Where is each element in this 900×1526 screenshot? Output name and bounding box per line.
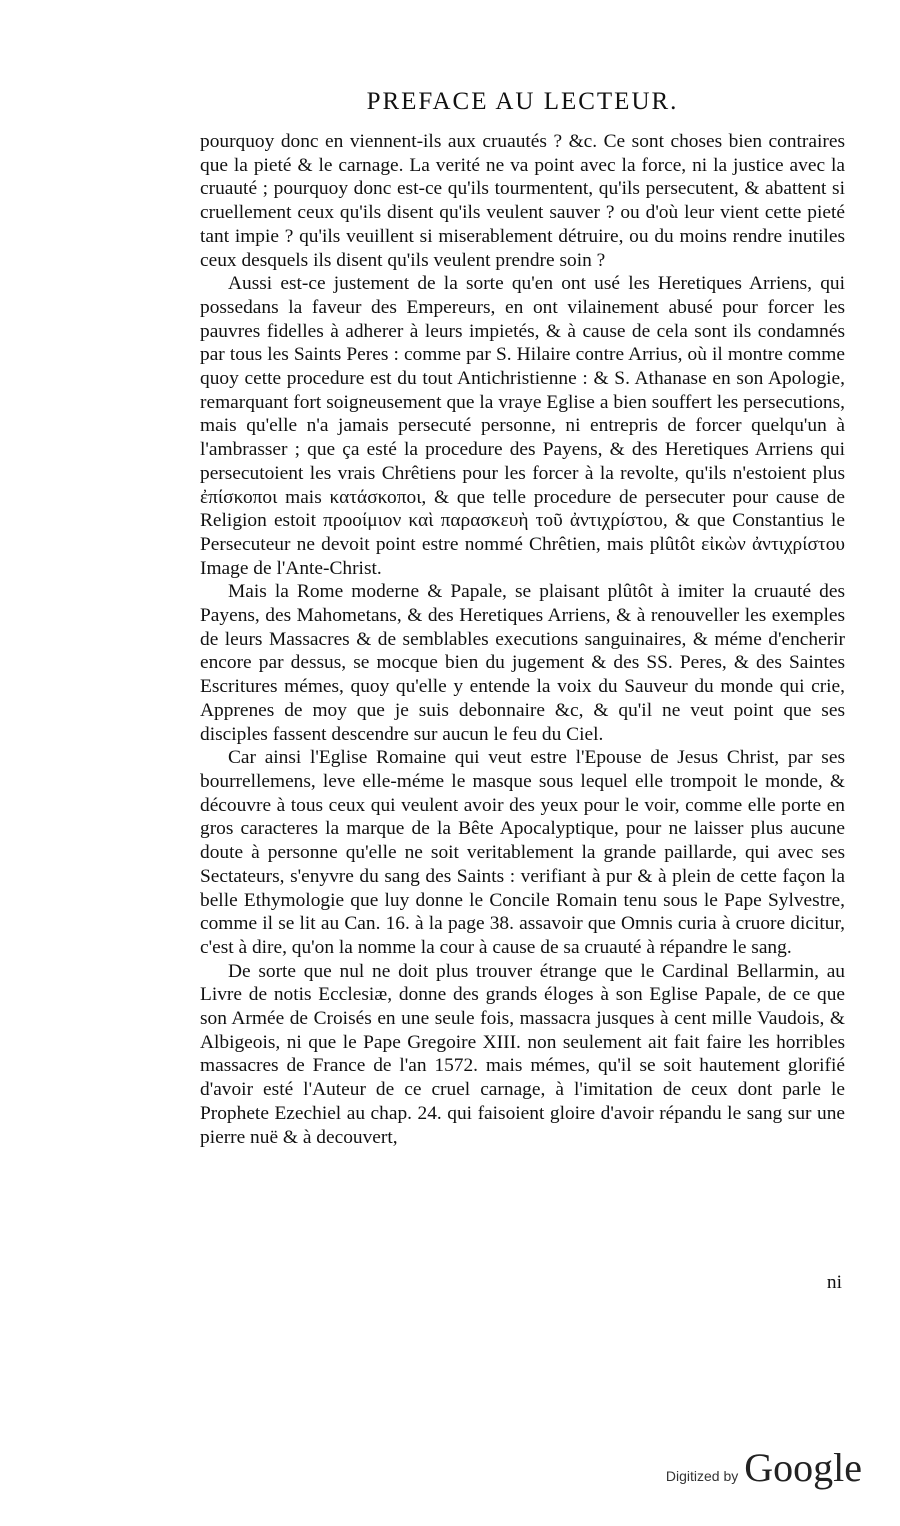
paragraph: De sorte que nul ne doit plus trouver étrange que le Cardinal Bellarmin, au Livre de notis Ecclesiæ, donne des grands éloges à son Eglise Papale, de ce que son Armée de Croisés en une seule fois, massacra jusques à cent mille Vaudois, & Albigeois, ni que le Pape Gregoire XIII. non seulement ait fait faire les horribles massacres de France de l'an 1572. mais mémes, qu'il se soit hautement glorifié d'avoir esté l'Auteur de ce cruel carnage, à l'imitation de ceux dont parle le Prophete Ezechiel au chap. 24. qui faisoient gloire d'avoir répandu le sang sur une pierre nuë & à decouvert, <box>200 960 845 1148</box>
digitized-by-label: Digitized by <box>665 1468 739 1484</box>
running-head: PREFACE AU LECTEUR. <box>366 88 679 115</box>
digitization-watermark <box>666 1444 862 1491</box>
paragraph: Car ainsi l'Eglise Romaine qui veut estre l'Epouse de Jesus Christ, par ses bourrellemens, leve elle-méme le masque sous lequel elle trompoit le monde, & découvre à tous ceux qui veulent avoir des yeux pour le voir, comme elle porte en gros caracteres la marque de la Bête Apocalyptique, pour ne laisser plus aucune doute à personne qu'elle ne soit veritablement la grande paillarde, qui avec ses Sectateurs, s'enyvre du sang des Saints : verifiant à pur & à plein de cette façon la belle Ethymologie que luy donne le Concile Romain tenu sous le Pape Sylvestre, comme il se lit au Can. 16. à la page 38. assavoir que Omnis curia à cruore dicitur, c'est à dire, qu'on la nomme la cour à cause de sa cruauté à répandre le sang. <box>200 747 845 958</box>
google-logo: Google <box>744 1445 862 1490</box>
paragraph: Aussi est-ce justement de la sorte qu'en ont usé les Heretiques Arriens, qui possedans la faveur des Empereurs, en ont vilainement abusé pour forcer les pauvres fidelles à adherer à leurs impietés, & à cause de cela sont ils condamnés par tous les Saints Peres : comme par S. Hilaire contre Arrius, où il montre comme quoy cette procedure est du tout Antichristienne : & S. Athanase en son Apologie, remarquant fort soigneusement que la vraye Eglise a bien souffert les persecutions, mais qu'elle n'a jamais persecuté personne, ni entrepris de forcer quelqu'un à l'ambrasser ; que ça esté la procedure des Payens, & des Heretiques Arriens qui persecutoient les vrais Chrêtiens pour les forcer à la revolte, qu'ils n'estoient plus ἐπίσκοποι mais κατάσκοποι, & que telle procedure de persecuter pour cause de Religion estoit προοίμιον καὶ παρασκευὴ τοῦ ἀντιχρίστου, & que Constantius le Persecuteur ne devoit point estre nommé Chrêtien, mais plûtôt εἰκὼν ἀντιχρίστου Image de l'Ante-Christ. <box>200 273 845 579</box>
paragraph: Mais la Rome moderne & Papale, se plaisant plûtôt à imiter la cruauté des Payens, des Mahometans, & des Heretiques Arriens, & à renouveller les exemples de leurs Massacres & de semblables executions sanguinaires, & méme d'encherir encore par dessus, se mocque bien du jugement & des SS. Peres, & des Saintes Escritures mémes, quoy qu'elle y entende la voix du Sauveur du monde qui crie, Apprenes de moy que je suis debonnaire &c, & qu'il ne veut point que ses disciples fassent descendre sur aucun le feu du Ciel. <box>200 581 845 745</box>
text-block <box>200 130 845 1149</box>
paragraph: pourquoy donc en viennent-ils aux cruautés ? &c. Ce sont choses bien contraires que la pieté & le carnage. La verité ne va point avec la force, ni la justice avec la cruauté ; pourquoy donc est-ce qu'ils tourmentent, qu'ils persecutent, & abattent si cruellement ceux qu'ils disent qu'ils veulent sauver ? ou d'où leur vient cette pieté tant impie ? qu'ils veuillent si miserablement détruire, ou du moins rendre inutiles ceux desquels ils disent qu'ils veulent prendre soin ? <box>200 131 845 271</box>
catchword: ni <box>826 1272 842 1293</box>
